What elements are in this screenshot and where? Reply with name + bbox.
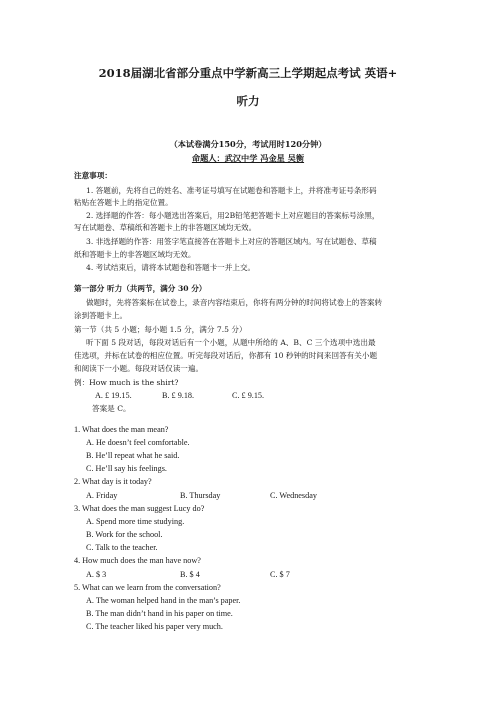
- q5-option-c: C. The teacher liked his paper very much.: [86, 622, 223, 631]
- q5-option-b: B. The man didn’t hand in his paper on time.: [86, 609, 233, 618]
- q3-option-b: B. Work for the school.: [86, 530, 163, 539]
- notes-item: 纸和答题卡上的非答题区域均无效。: [74, 250, 196, 259]
- notes-item: 4. 考试结束后，请将本试题卷和答题卡一并上交。: [86, 263, 256, 272]
- part1-heading: 第一部分 听力（共两节，满分 30 分）: [74, 284, 207, 293]
- section1-heading: 第一节（共 5 小题；每小题 1.5 分，满分 7.5 分）: [74, 325, 247, 334]
- notes-heading: 注意事项：: [74, 171, 112, 180]
- q3-option-c: C. Talk to the teacher.: [86, 543, 158, 552]
- example-option-a: A. £ 19.15.: [95, 391, 132, 400]
- notes-item: 1. 答题前，先将自己的姓名、准考证号填写在试题卷和答题卡上，并将准考证号条形码: [86, 186, 377, 195]
- part1-intro: 做题时，先将答案标在试卷上，录音内容结束后，你将有两分钟的时间将试卷上的答案转: [86, 298, 383, 307]
- q1-option-c: C. He’ll say his feelings.: [86, 464, 167, 473]
- q5-option-a: A. The woman helped hand in the man’s paper.: [86, 596, 241, 605]
- section1-desc: 佳选项，并标在试卷的相应位置。听完每段对话后，你都有 10 秒钟的时间来回答有关小题: [74, 351, 378, 360]
- score-info: （本试卷满分150分，考试用时120分钟）: [169, 139, 327, 149]
- example-option-b: B. £ 9.18.: [162, 391, 195, 400]
- notes-item: 3. 非选择题的作答：用签字笔直接答在答题卡上对应的答题区域内。写在试题卷、草稿: [86, 237, 377, 246]
- question-4: 4. How much does the man have now?: [74, 556, 201, 565]
- q1-option-a: A. He doesn’t feel comfortable.: [86, 438, 190, 447]
- example-answer: 答案是 C。: [92, 404, 131, 413]
- notes-item: 写在试题卷、草稿纸和答题卡上的非答题区域均无效。: [74, 223, 257, 232]
- exam-title-line2: 听力: [236, 94, 260, 108]
- section1-desc: 听下面 5 段对话，每段对话后有一个小题，从题中所给的 A、B、C 三个选项中选出最: [86, 338, 376, 347]
- q3-option-a: A. Spend more time studying.: [86, 517, 185, 526]
- question-5: 5. What can we learn from the conversation?: [74, 583, 221, 592]
- question-2: 2. What day is it today?: [74, 477, 152, 486]
- question-1: 1. What does the man mean?: [74, 425, 169, 434]
- authors-text: 命题人：武汉中学 冯金星 吴衡: [191, 153, 305, 163]
- authors: [40, 153, 456, 164]
- exam-title-line1: 2018届湖北省部分重点中学新高三上学期起点考试 英语+: [98, 66, 398, 80]
- part1-intro: 涂到答题卡上。: [74, 311, 128, 320]
- q4-option-b: B. $ 4: [180, 570, 200, 579]
- question-3: 3. What does the man suggest Lucy do?: [74, 504, 205, 513]
- notes-item: 2. 选择题的作答：每小题选出答案后，用2B铅笔把答题卡上对应题目的答案标号涂黑，: [86, 211, 380, 220]
- section1-desc: 和阅读下一小题。每段对话仅读一遍。: [74, 364, 204, 373]
- q1-option-b: B. He’ll repeat what he said.: [86, 451, 180, 460]
- notes-item: 粘贴在答题卡上的指定位置。: [74, 198, 173, 207]
- example-question: 例：How much is the shirt?: [74, 378, 179, 387]
- q2-option-c: C. Wednesday: [270, 491, 317, 500]
- example-option-c: C. £ 9.15.: [232, 391, 265, 400]
- q4-option-a: A. $ 3: [86, 570, 107, 579]
- q4-option-c: C. $ 7: [270, 570, 290, 579]
- q2-option-b: B. Thursday: [180, 491, 221, 500]
- q2-option-a: A. Friday: [86, 491, 118, 500]
